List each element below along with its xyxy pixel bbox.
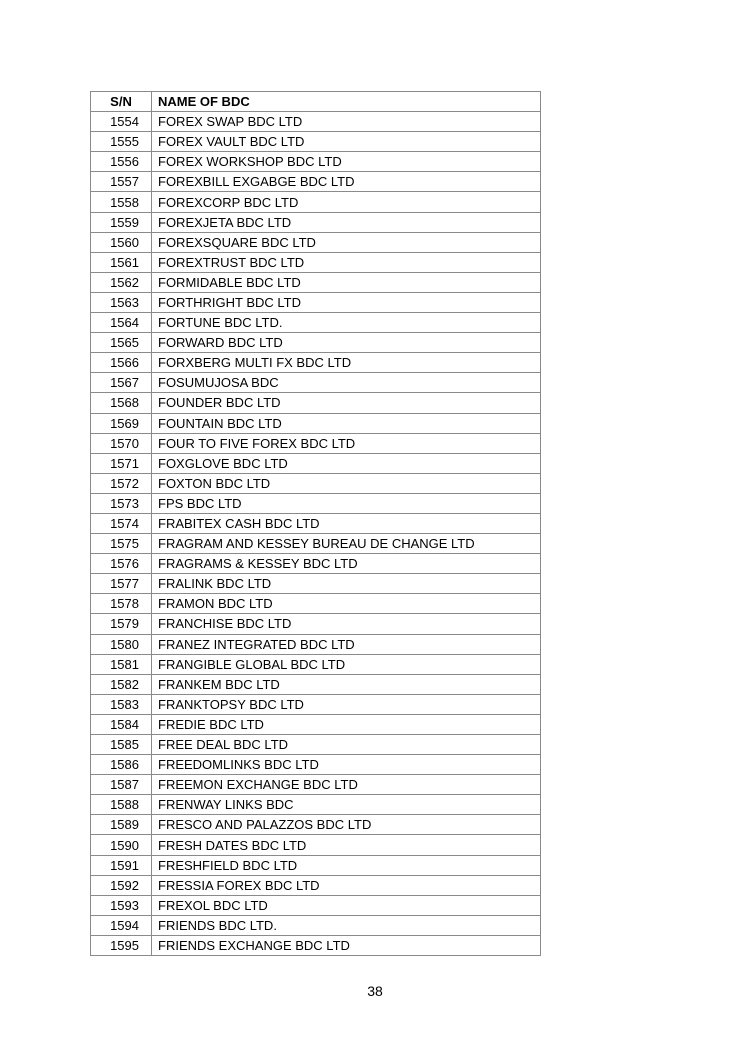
bdc-name-cell: FRAMON BDC LTD	[152, 594, 541, 614]
bdc-name-cell: FOREX SWAP BDC LTD	[152, 112, 541, 132]
bdc-name-cell: FOREXBILL EXGABGE BDC LTD	[152, 172, 541, 192]
table-row	[91, 554, 541, 574]
bdc-name-cell: FORWARD BDC LTD	[152, 333, 541, 353]
table-row	[91, 333, 541, 353]
bdc-name-cell: FOREX WORKSHOP BDC LTD	[152, 152, 541, 172]
column-header-name: NAME OF BDC	[152, 92, 541, 112]
bdc-name-cell: FORTUNE BDC LTD.	[152, 313, 541, 333]
serial-number-cell: 1555	[91, 132, 152, 152]
serial-number-cell: 1566	[91, 353, 152, 373]
bdc-name-cell: FOREXJETA BDC LTD	[152, 212, 541, 232]
bdc-name-cell: FPS BDC LTD	[152, 493, 541, 513]
table-header-row	[91, 92, 541, 112]
serial-number-cell: 1581	[91, 654, 152, 674]
bdc-name-cell: FOREXCORP BDC LTD	[152, 192, 541, 212]
serial-number-cell: 1586	[91, 755, 152, 775]
table-row	[91, 152, 541, 172]
table-row	[91, 895, 541, 915]
table-row	[91, 172, 541, 192]
serial-number-cell: 1570	[91, 433, 152, 453]
table-row	[91, 674, 541, 694]
bdc-name-cell: FRENWAY LINKS BDC	[152, 795, 541, 815]
table-row	[91, 313, 541, 333]
table-row	[91, 795, 541, 815]
table-row	[91, 132, 541, 152]
serial-number-cell: 1568	[91, 393, 152, 413]
serial-number-cell: 1569	[91, 413, 152, 433]
bdc-name-cell: FOREXSQUARE BDC LTD	[152, 232, 541, 252]
table-row	[91, 714, 541, 734]
serial-number-cell: 1576	[91, 554, 152, 574]
table-row	[91, 413, 541, 433]
bdc-name-cell: FREXOL BDC LTD	[152, 895, 541, 915]
serial-number-cell: 1578	[91, 594, 152, 614]
serial-number-cell: 1585	[91, 735, 152, 755]
serial-number-cell: 1560	[91, 232, 152, 252]
table-row	[91, 935, 541, 955]
bdc-name-cell: FRIENDS BDC LTD.	[152, 915, 541, 935]
serial-number-cell: 1554	[91, 112, 152, 132]
serial-number-cell: 1595	[91, 935, 152, 955]
bdc-name-cell: FRABITEX CASH BDC LTD	[152, 513, 541, 533]
bdc-name-cell: FRALINK BDC LTD	[152, 574, 541, 594]
table-row	[91, 755, 541, 775]
table-row	[91, 373, 541, 393]
serial-number-cell: 1587	[91, 775, 152, 795]
bdc-name-cell: FOUNTAIN BDC LTD	[152, 413, 541, 433]
bdc-name-cell: FRAGRAM AND KESSEY BUREAU DE CHANGE LTD	[152, 534, 541, 554]
serial-number-cell: 1563	[91, 292, 152, 312]
table-row	[91, 694, 541, 714]
table-row	[91, 875, 541, 895]
table-row	[91, 433, 541, 453]
serial-number-cell: 1567	[91, 373, 152, 393]
serial-number-cell: 1577	[91, 574, 152, 594]
table-row	[91, 112, 541, 132]
bdc-name-cell: FOSUMUJOSA BDC	[152, 373, 541, 393]
serial-number-cell: 1561	[91, 252, 152, 272]
table-row	[91, 393, 541, 413]
table-row	[91, 513, 541, 533]
table-body	[91, 112, 541, 956]
serial-number-cell: 1589	[91, 815, 152, 835]
bdc-name-cell: FREE DEAL BDC LTD	[152, 735, 541, 755]
table-row	[91, 473, 541, 493]
column-header-sn: S/N	[91, 92, 152, 112]
table-row	[91, 855, 541, 875]
bdc-name-cell: FRANEZ INTEGRATED BDC LTD	[152, 634, 541, 654]
bdc-name-cell: FRAGRAMS & KESSEY BDC LTD	[152, 554, 541, 574]
serial-number-cell: 1582	[91, 674, 152, 694]
serial-number-cell: 1593	[91, 895, 152, 915]
table-row	[91, 493, 541, 513]
bdc-name-cell: FRESCO AND PALAZZOS BDC LTD	[152, 815, 541, 835]
bdc-name-cell: FREDIE BDC LTD	[152, 714, 541, 734]
serial-number-cell: 1558	[91, 192, 152, 212]
serial-number-cell: 1580	[91, 634, 152, 654]
table-row	[91, 252, 541, 272]
bdc-name-cell: FOREXTRUST BDC LTD	[152, 252, 541, 272]
table-row	[91, 835, 541, 855]
serial-number-cell: 1557	[91, 172, 152, 192]
bdc-name-cell: FRANCHISE BDC LTD	[152, 614, 541, 634]
bdc-name-cell: FOXGLOVE BDC LTD	[152, 453, 541, 473]
serial-number-cell: 1583	[91, 694, 152, 714]
bdc-name-cell: FOUR TO FIVE FOREX BDC LTD	[152, 433, 541, 453]
bdc-name-cell: FRANGIBLE GLOBAL BDC LTD	[152, 654, 541, 674]
bdc-name-cell: FRANKTOPSY BDC LTD	[152, 694, 541, 714]
serial-number-cell: 1590	[91, 835, 152, 855]
table-row	[91, 212, 541, 232]
bdc-name-cell: FREEDOMLINKS BDC LTD	[152, 755, 541, 775]
bdc-name-cell: FORMIDABLE BDC LTD	[152, 272, 541, 292]
table-row	[91, 453, 541, 473]
table-row	[91, 272, 541, 292]
serial-number-cell: 1575	[91, 534, 152, 554]
page-number: 38	[367, 983, 383, 999]
table-row	[91, 614, 541, 634]
bdc-name-cell: FOXTON BDC LTD	[152, 473, 541, 493]
serial-number-cell: 1572	[91, 473, 152, 493]
bdc-name-cell: FOUNDER BDC LTD	[152, 393, 541, 413]
table-row	[91, 634, 541, 654]
serial-number-cell: 1565	[91, 333, 152, 353]
table-row	[91, 574, 541, 594]
serial-number-cell: 1573	[91, 493, 152, 513]
serial-number-cell: 1591	[91, 855, 152, 875]
table-row	[91, 292, 541, 312]
bdc-name-cell: FRESH DATES BDC LTD	[152, 835, 541, 855]
table-row	[91, 232, 541, 252]
serial-number-cell: 1588	[91, 795, 152, 815]
serial-number-cell: 1562	[91, 272, 152, 292]
bdc-name-cell: FORXBERG MULTI FX BDC LTD	[152, 353, 541, 373]
serial-number-cell: 1584	[91, 714, 152, 734]
bdc-table	[90, 91, 541, 956]
bdc-name-cell: FRESSIA FOREX BDC LTD	[152, 875, 541, 895]
serial-number-cell: 1564	[91, 313, 152, 333]
bdc-name-cell: FRIENDS EXCHANGE BDC LTD	[152, 935, 541, 955]
table-row	[91, 915, 541, 935]
table-row	[91, 534, 541, 554]
bdc-name-cell: FOREX VAULT BDC LTD	[152, 132, 541, 152]
serial-number-cell: 1556	[91, 152, 152, 172]
bdc-name-cell: FRANKEM BDC LTD	[152, 674, 541, 694]
serial-number-cell: 1592	[91, 875, 152, 895]
serial-number-cell: 1571	[91, 453, 152, 473]
table-row	[91, 815, 541, 835]
table-row	[91, 192, 541, 212]
table-row	[91, 735, 541, 755]
serial-number-cell: 1594	[91, 915, 152, 935]
table-row	[91, 775, 541, 795]
table-row	[91, 594, 541, 614]
table-row	[91, 654, 541, 674]
bdc-name-cell: FREEMON EXCHANGE BDC LTD	[152, 775, 541, 795]
table-row	[91, 353, 541, 373]
serial-number-cell: 1559	[91, 212, 152, 232]
serial-number-cell: 1579	[91, 614, 152, 634]
serial-number-cell: 1574	[91, 513, 152, 533]
bdc-name-cell: FRESHFIELD BDC LTD	[152, 855, 541, 875]
bdc-name-cell: FORTHRIGHT BDC LTD	[152, 292, 541, 312]
